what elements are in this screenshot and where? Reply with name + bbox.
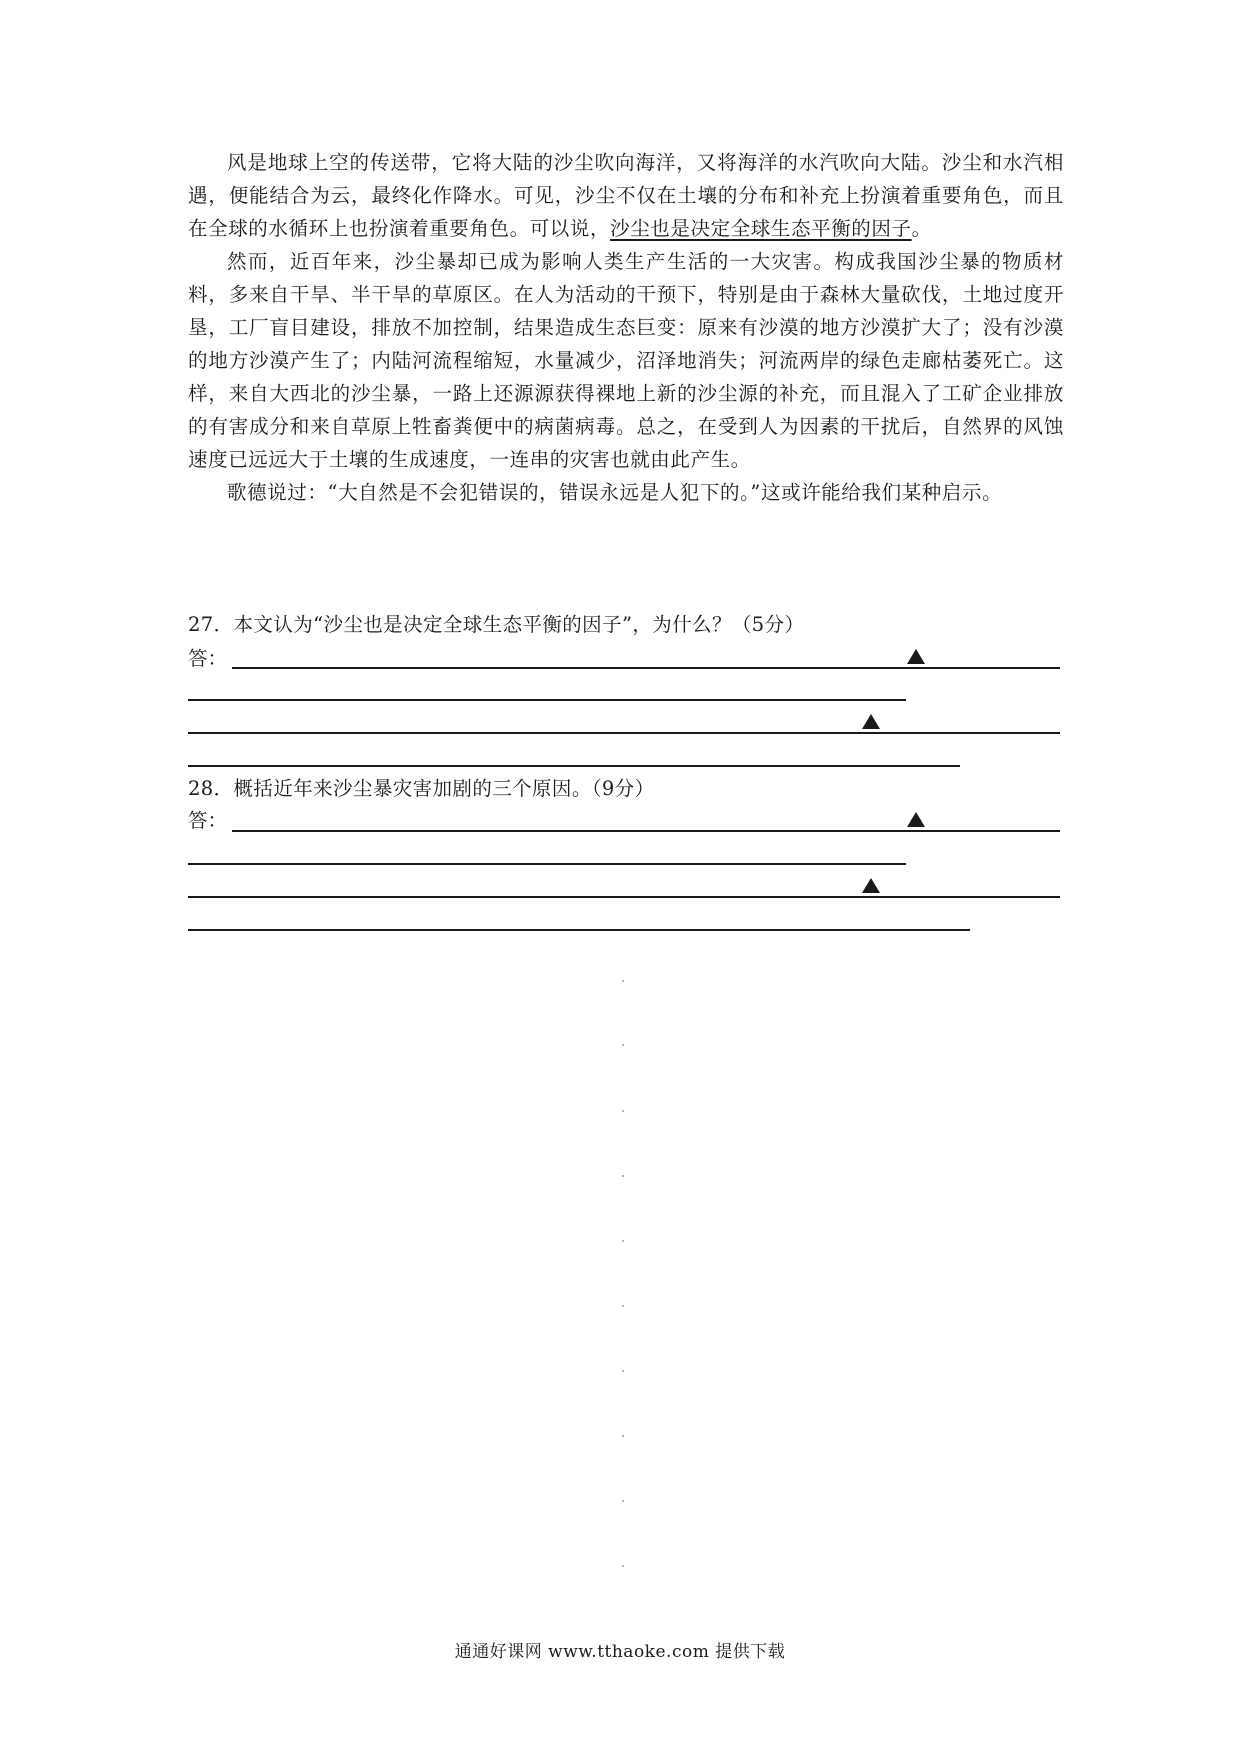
scan-dot — [622, 1240, 624, 1242]
answer-line-28-1[interactable] — [232, 830, 1060, 832]
underlined-key-sentence: 沙尘也是决定全球生态平衡的因子 — [610, 217, 912, 240]
answer-label-27: 答： — [188, 647, 228, 670]
passage-paragraph-1 — [188, 146, 1064, 245]
passage-paragraph-3: 歌德说过：“大自然是不会犯错误的，错误永远是人犯下的。”这或许能给我们某种启示。 — [227, 481, 1003, 504]
page-footer: 通通好课网 www.tthaoke.com 提供下载 — [454, 1642, 786, 1662]
answer-line-28-2[interactable] — [188, 863, 906, 865]
scan-dot — [622, 1500, 624, 1502]
answer-label-28: 答： — [188, 809, 228, 832]
triangle-marker-icon — [907, 649, 925, 664]
triangle-marker-icon — [862, 878, 880, 893]
scan-dot — [622, 1110, 624, 1112]
answer-line-28-4[interactable] — [188, 929, 970, 931]
question-27: 27．本文认为“沙尘也是决定全球生态平衡的因子”，为什么？（5分） — [188, 613, 805, 636]
scan-dot — [622, 1305, 624, 1307]
passage-paragraph-2: 然而，近百年来，沙尘暴却已成为影响人类生产生活的一大灾害。构成我国沙尘暴的物质材料，多来自干旱、半干旱的草原区。在人为活动的干预下，特别是由于森林大量砍伐，土地过度开垦，工厂盲目建设，排放不加控制，结果造成生态巨变：原来有沙漠的地方沙漠扩大了；没有沙漠的地方沙漠产生了；内陆河流程缩短，水量减少，沼泽地消失；河流两岸的绿色走廊枯萎死亡。这样，来自大西北的沙尘暴，一路上还源源获得裸地上新的沙尘源的补充，而且混入了工矿企业排放的有害成分和来自草原上牲畜粪便中的病菌病毒。总之，在受到人为因素的干扰后，自然界的风蚀速度已远远大于土壤的生成速度，一连串的灾害也就由此产生。 — [188, 250, 1064, 471]
answer-line-28-3[interactable] — [188, 896, 1060, 898]
answer-line-27-3[interactable] — [188, 732, 1060, 734]
scan-dot — [622, 1370, 624, 1372]
answer-line-27-4[interactable] — [188, 765, 960, 767]
question-28: 28．概括近年来沙尘暴灾害加剧的三个原因。（9分） — [188, 777, 655, 800]
answer-line-27-1[interactable] — [232, 667, 1060, 669]
paragraph-1-end: 。 — [911, 217, 932, 240]
answer-line-27-2[interactable] — [188, 699, 906, 701]
scan-dot — [622, 1565, 624, 1567]
triangle-marker-icon — [862, 714, 880, 729]
scan-dot — [622, 1175, 624, 1177]
paragraph-1-text: 风是地球上空的传送带，它将大陆的沙尘吹向海洋，又将海洋的水汽吹向大陆。沙尘和水汽相遇，便能结合为云，最终化作降水。可见，沙尘不仅在土壤的分布和补充上扮演着重要角色，而且在全球的水循环上也扮演着重要角色。可以说， — [188, 151, 1064, 240]
reading-passage — [188, 146, 1064, 509]
scan-dot — [622, 1044, 624, 1046]
scan-dot — [622, 980, 624, 982]
scan-dot — [622, 1435, 624, 1437]
triangle-marker-icon — [907, 812, 925, 827]
